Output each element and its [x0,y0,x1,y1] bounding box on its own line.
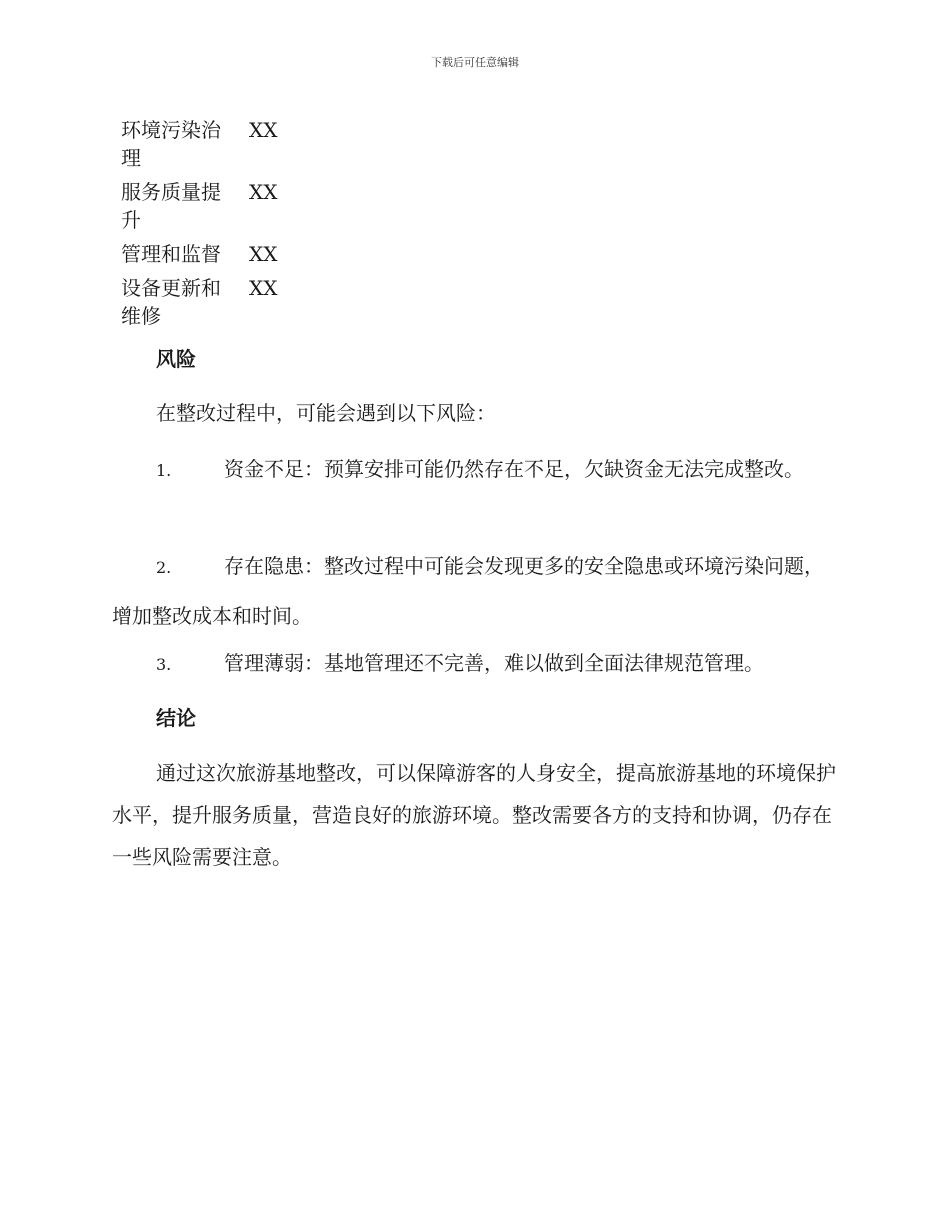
risk-list-item [112,639,838,689]
page-header: 下载后可任意编辑 [431,56,519,69]
budget-table [112,116,277,336]
list-text: 存在隐患：整改过程中可能会发现更多的安全隐患或环境污染问题，增加整改成本和时间。 [112,554,824,628]
conclusion-heading: 结论 [156,706,196,730]
list-text: 管理薄弱：基地管理还不完善，难以做到全面法律规范管理。 [224,651,764,675]
table-row [112,178,277,240]
risk-intro: 在整改过程中，可能会遇到以下风险： [156,401,496,425]
list-number: 2. [156,558,172,577]
list-text: 资金不足：预算安排可能仍然存在不足，欠缺资金无法完成整改。 [224,457,804,481]
budget-item: 服务质量提升 [121,180,221,232]
table-row [112,274,277,336]
budget-amount: XX [249,118,278,142]
table-row [112,240,277,274]
table-row [112,116,277,178]
budget-amount: XX [249,242,278,266]
list-number: 3. [156,655,172,674]
conclusion-text: 通过这次旅游基地整改，可以保障游客的人身安全，提高旅游基地的环境保护水平，提升服务质量，营造良好的旅游环境。整改需要各方的支持和协调，仍存在一些风险需要注意。 [112,761,836,869]
risk-heading: 风险 [156,347,196,371]
list-number: 1. [156,461,172,480]
budget-amount: XX [249,180,278,204]
budget-amount: XX [249,276,278,300]
risk-list-item [112,445,838,495]
risk-list-item [112,542,838,641]
budget-item: 环境污染治理 [121,118,221,170]
budget-item: 管理和监督 [121,242,221,266]
budget-item: 设备更新和维修 [121,276,221,328]
